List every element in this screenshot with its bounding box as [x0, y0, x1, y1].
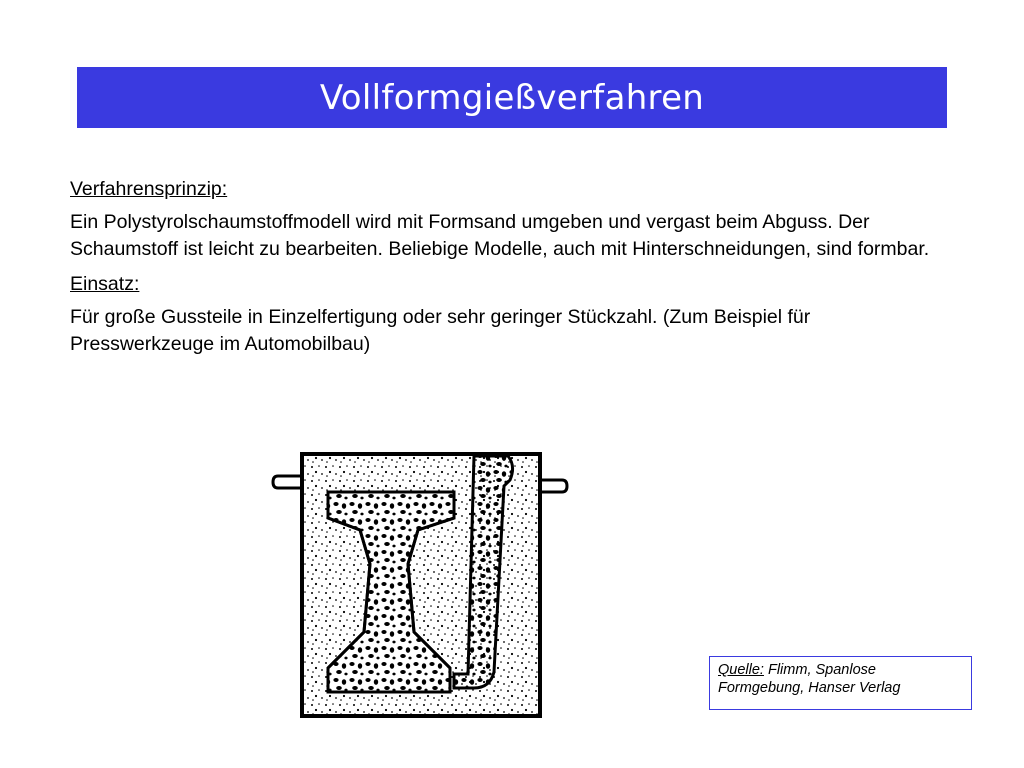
section-text-usage: Für große Gussteile in Einzelfertigung oder sehr geringer Stückzahl. (Zum Beispiel für Presswerkzeuge im Automobilbau) [70, 306, 811, 355]
section-heading-principle: Verfahrensprinzip: [70, 178, 228, 200]
casting-mold-illustration [268, 436, 573, 726]
source-citation-box [709, 656, 972, 710]
title-bar [77, 67, 947, 128]
source-label: Quelle: [718, 662, 764, 678]
source-text: Flimm, Spanlose Formgebung, Hanser Verlag [718, 662, 901, 696]
section-text-principle: Ein Polystyrolschaumstoffmodell wird mit Formsand umgeben und vergast beim Abguss. Der Schaumstoff ist leicht zu bearbeiten. Beliebige Modelle, auch mit Hinterschneidungen, sind formbar. [70, 211, 930, 260]
slide-title: Vollformgießverfahren [319, 77, 705, 118]
section-heading-usage: Einsatz: [70, 273, 140, 295]
slide-content [70, 176, 950, 366]
